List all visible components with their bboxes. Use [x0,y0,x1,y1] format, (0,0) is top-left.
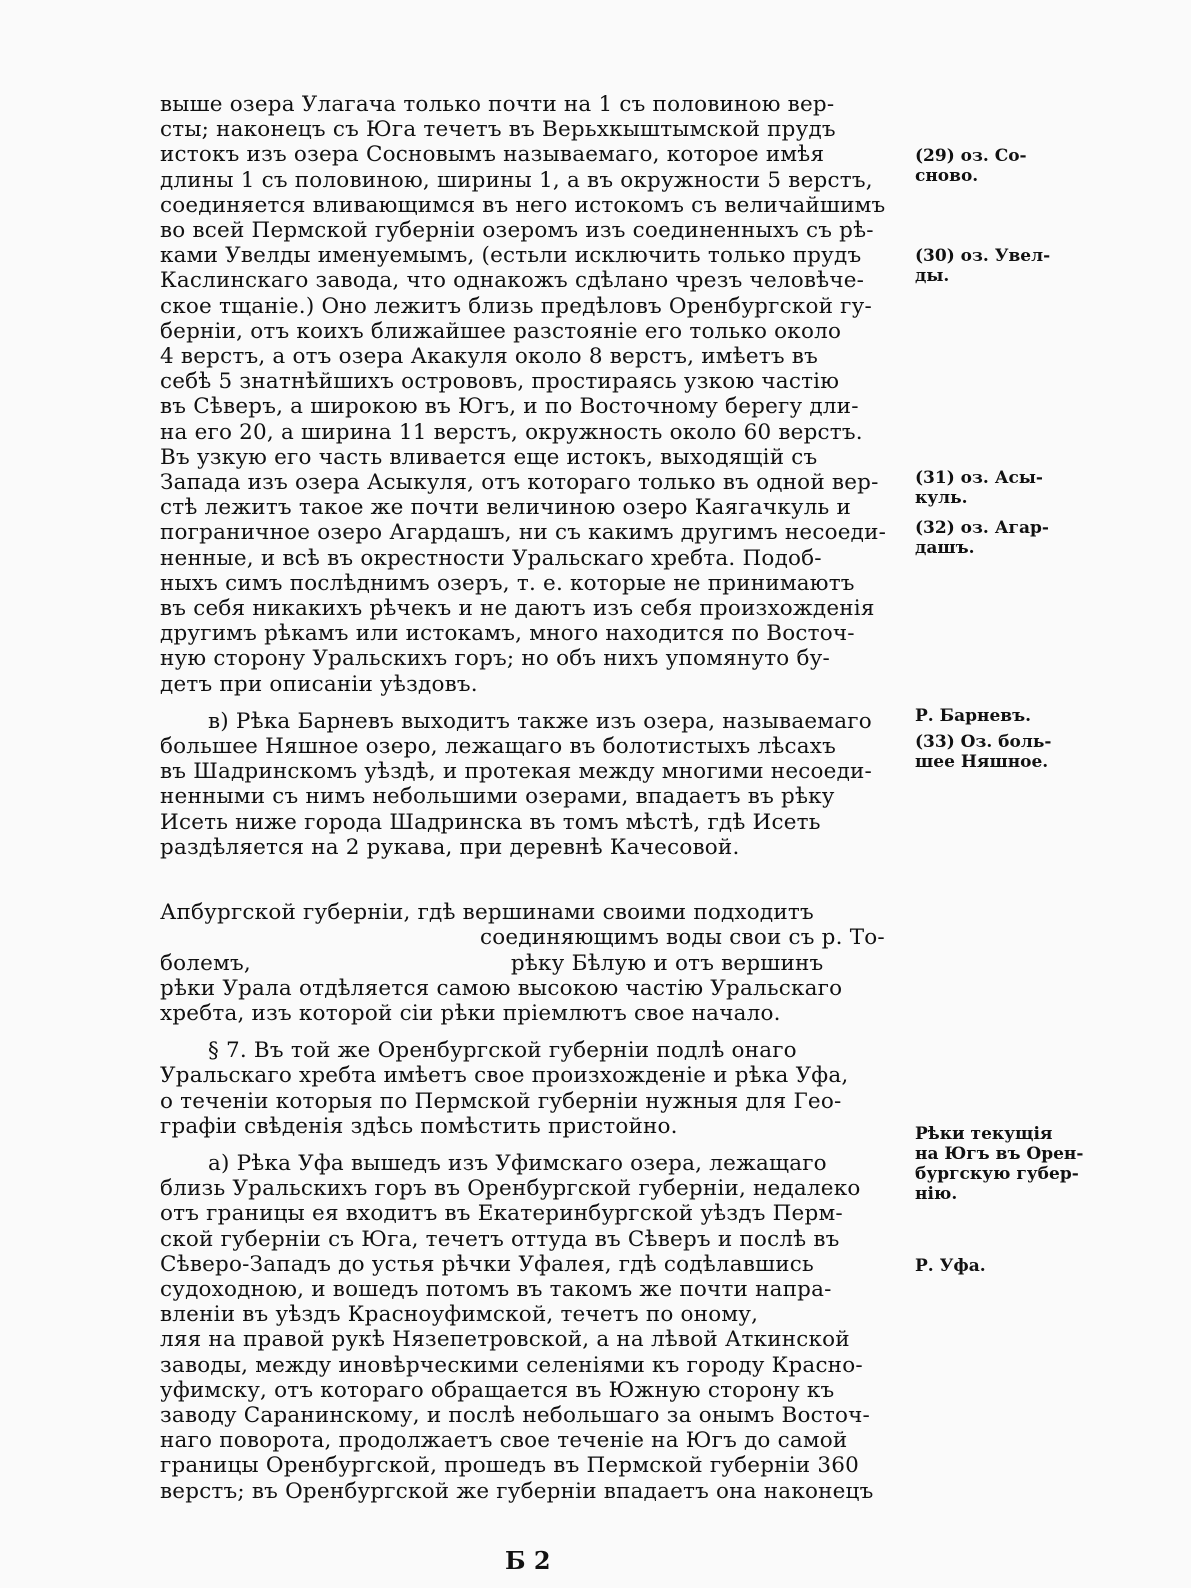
text-line: пограничное озеро Агардашъ, ни съ какимъ другимъ несоеди- [160,520,887,546]
paragraph-fragment [160,900,905,1026]
margin-note-31: (31) оз. Асы- куль. [915,468,1043,508]
text-line: на его 20, а ширина 11 верстъ, окружность около 60 верстъ. [160,419,863,445]
text-line: ненными съ нимъ небольшими озерами, впадаетъ въ рѣку [160,784,835,810]
text-line: графіи свѣденія здѣсь помѣстить пристойно. [160,1113,678,1139]
text-line [160,951,905,976]
text-line: другимъ рѣкамъ или истокамъ, много находится по Восточ- [160,621,855,647]
text-line: Исеть ниже города Шадринска въ томъ мѣстѣ, гдѣ Исеть [160,809,821,835]
text-line: во всей Пермской губерніи озеромъ изъ соединенныхъ съ рѣ- [160,218,874,244]
text-line: 4 верстъ, а отъ озера Акакуля около 8 верстъ, имѣетъ въ [160,344,818,370]
text-line: хребта, изъ которой сіи рѣки пріемлютъ свое начало. [160,1000,781,1026]
text-line: ское тщаніе.) Оно лежитъ близь предѣловъ Оренбургской гу- [160,293,872,319]
text-line: большее Няшное озеро, лежащаго въ болотистыхъ лѣсахъ [160,734,836,760]
text-line: сты; наконецъ съ Юга течетъ въ Верьхкыштымской прудъ [160,117,836,143]
text-line: рѣки Урала отдѣляется самою высокою частію Уральскаго [160,975,843,1001]
text-line: Въ узкую его часть вливается еще истокъ, выходящій съ [160,444,818,470]
text-line: ненные, и всѣ въ окрестности Уральскаго хребта. Подоб- [160,545,822,571]
text-line: ской губерніи съ Юга, течетъ оттуда въ Сѣверъ и послѣ въ [160,1226,840,1252]
text-line: въ себя никакихъ рѣчекъ и не даютъ изъ себя произхожденія [160,596,875,622]
text-line: в) Рѣка Барневъ выходитъ также изъ озера, называемаго [208,708,872,734]
text-line: судоходною, и вошедъ потомъ въ такомъ же почти напра- [160,1276,832,1302]
text-line: отъ границы ея входитъ въ Екатеринбургской уѣздъ Перм- [160,1201,843,1227]
margin-note-33: (33) Оз. боль- шее Няшное. [915,732,1052,772]
text-line: длины 1 съ половиною, ширины 1, а въ окружности 5 верстъ, [160,167,873,193]
text-line: границы Оренбургской, прошедъ въ Пермской губерніи 360 [160,1453,859,1479]
paragraph-lakes [160,92,905,697]
text-line: наго поворота, продолжаетъ свое теченіе на Югъ до самой [160,1428,848,1454]
text-line: берніи, отъ коихъ ближайшее разстояніе его только около [160,318,842,344]
text-line: соединяющимъ воды свои съ р. То- [480,925,885,951]
text-line: § 7. Въ той же Оренбургской губерніи подлѣ онаго [208,1038,797,1064]
text-line: истокъ изъ озера Сосновымъ называемаго, которое имѣя [160,142,825,168]
text-line: детъ при описаніи уѣздовъ. [160,671,478,697]
text-line: въ Сѣверъ, а широкою въ Югъ, и по Восточному берегу дли- [160,394,859,420]
text-line: ляя на правой рукѣ Нязепетровской, а на лѣвой Аткинской [160,1327,850,1353]
text-line: въ Шадринскомъ уѣздѣ, и протекая между многими несоеди- [160,759,872,785]
margin-note-30: (30) оз. Увел- ды. [915,246,1051,286]
margin-note-rivers-south: Рѣки текущія на Югъ въ Орен- бургскую губер- нію. [915,1124,1084,1204]
paragraph-barnev [160,709,905,860]
text-line: о теченіи которыя по Пермской губерніи нужныя для Гео- [160,1088,842,1114]
text-line: заводу Саранинскому, и послѣ небольшаго за онымъ Восточ- [160,1402,871,1428]
text-line: стѣ лежитъ такое же почти величиною озеро Каягачкуль и [160,495,852,521]
text-line: ную сторону Уральскихъ горъ; но объ нихъ упомянуто бу- [160,646,830,672]
text-line: Апбургской губерніи, гдѣ вершинами своими подходитъ [160,900,814,926]
text-line: Сѣверо-Западъ до устья рѣчки Уфалея, гдѣ содѣлавшись [160,1251,814,1277]
paragraph-ufa [160,1151,905,1504]
margin-note-barnev: Р. Барневъ. [915,706,1032,726]
text-line: а) Рѣка Уфа вышедъ изъ Уфимскаго озера, лежащаго [208,1150,827,1176]
text-fragment: рѣку Бѣлую и отъ вершинъ [510,950,824,976]
text-line: ныхъ симъ послѣднимъ озеръ, т. е. которые не принимаютъ [160,570,855,596]
margin-note-ufa: Р. Уфа. [915,1256,986,1276]
margin-note-32: (32) оз. Агар- дашъ. [915,518,1049,558]
text-line: соединяется вливающимся въ него истокомъ съ величайшимъ [160,192,886,218]
margin-note-29: (29) оз. Со- сново. [915,146,1027,186]
main-text-column [160,92,905,1504]
text-line: заводы, между иновѣрческими селеніями къ городу Красно- [160,1352,863,1378]
text-fragment: болемъ, [160,950,251,976]
text-line: выше озера Улагача только почти на 1 съ половиною вер- [160,92,835,117]
text-line: вленіи въ уѣздъ Красноуфимской, течетъ по оному, [160,1302,759,1328]
text-line: уфимску, отъ котораго обращается въ Южную сторону къ [160,1377,835,1403]
text-line: Запада изъ озера Асыкуля, отъ котораго только въ одной вер- [160,470,879,496]
text-line: близь Уральскихъ горъ въ Оренбургской губерніи, недалеко [160,1176,861,1202]
text-line: Уральскаго хребта имѣетъ свое произхожденіе и рѣка Уфа, [160,1063,849,1089]
text-line: ками Увелды именуемымъ, (естьли исключить только прудъ [160,243,862,269]
text-line: себѣ 5 знатнѣйшихъ острововъ, простираясь узкою частію [160,369,840,395]
page-signature: Б 2 [505,1546,551,1575]
paragraph-section-7 [160,1038,905,1139]
text-line: раздѣляется на 2 рукава, при деревнѣ Качесовой. [160,834,740,860]
text-line: Каслинскаго завода, что однакожъ сдѣлано чрезъ человѣче- [160,268,865,294]
text-line: верстъ; въ Оренбургской же губерніи впадаетъ она наконецъ [160,1478,874,1504]
